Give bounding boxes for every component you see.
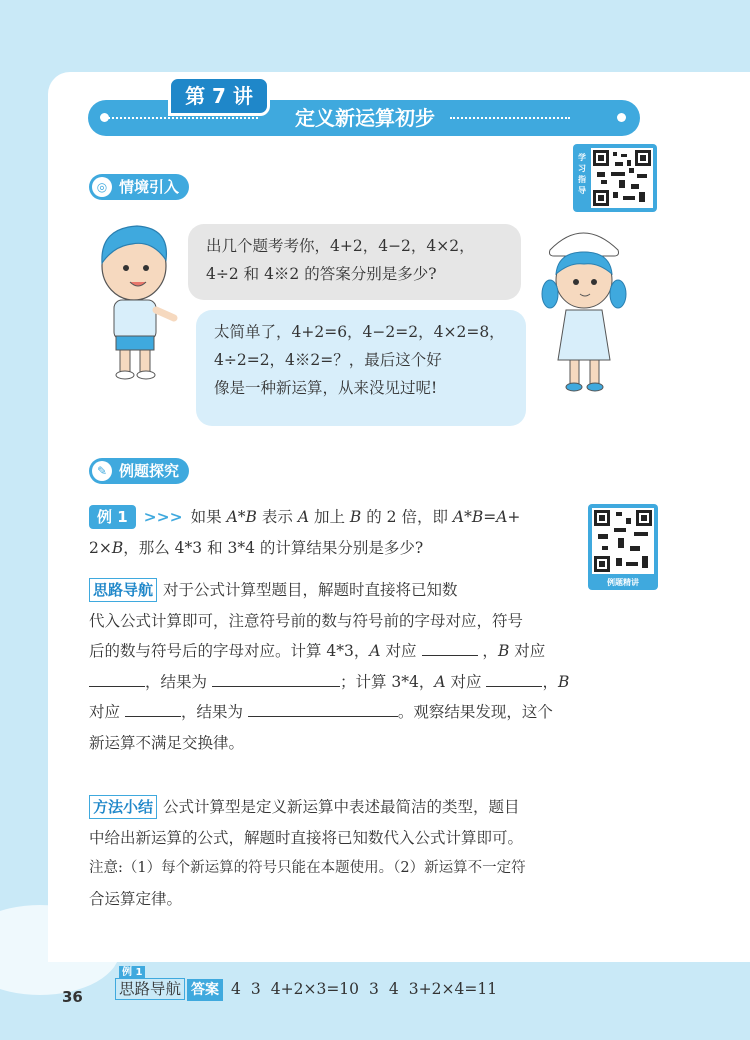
answer-tag: 答案	[187, 979, 223, 1001]
text-run: 如果	[190, 508, 222, 526]
math-var: B	[111, 538, 124, 557]
text-run: 后的数与符号后的字母对应。计算 4*3，	[89, 642, 370, 660]
answer-line-2: 4÷2=2，4※2=？，最后这个好	[214, 351, 442, 369]
answer-speech-bubble	[196, 310, 526, 426]
answer-blank[interactable]	[422, 639, 478, 656]
guide-line-2: 代入公式计算即可，注意符号前的数与符号前的字母对应，符号	[89, 611, 524, 630]
footer-guide-label	[115, 967, 185, 1000]
answer-value: 3	[250, 980, 261, 998]
footer-label-text: 思路导航	[119, 980, 182, 998]
math-var: B	[557, 672, 570, 691]
example-1-question	[89, 502, 584, 563]
example-1-tag: 例 1	[89, 505, 136, 529]
text-run: 加上	[313, 508, 345, 526]
triple-chevron-icon: >>>	[143, 508, 183, 526]
title-dotted-line-left	[108, 117, 258, 119]
math-var: A*B=A+	[452, 508, 521, 526]
guide-label: 思路导航	[89, 578, 157, 602]
footer-answer-key	[115, 967, 507, 1001]
text-run: ，	[542, 672, 558, 691]
text-run: 对于公式计算型题目，解题时直接将已知数	[163, 581, 458, 599]
math-var: A	[297, 508, 310, 526]
text-run: 2×	[89, 538, 112, 557]
boy-illustration-icon	[92, 218, 184, 382]
text-run: ；计算 3*4，	[339, 672, 435, 691]
answer-value: 3+2×4=11	[408, 980, 498, 998]
text-run: 公式计算型是定义新运算中表述最简洁的类型，题目	[163, 798, 520, 816]
qr-example-label: 例题精讲	[607, 578, 639, 587]
text-run: 对应	[514, 642, 546, 660]
math-var: A	[369, 642, 381, 660]
math-var: B	[349, 508, 362, 526]
guide-paragraph: 思路导航 对于公式计算型题目，解题时直接将已知数 代入公式计算即可，注意符号前的数与符号前的字母对应，符号 后的数与符号后的字母对应。计算 4*3，A 对应 ，B 对应 ，结果为 ；计算 3*4，A 对应 ，B 对应 ，结果为 。观察结果发现，这个 新运算不满足交换律。	[89, 575, 649, 758]
question-speech-bubble	[188, 224, 521, 300]
answer-line-1: 太简单了，4+2=6，4−2=2，4×2=8，	[214, 323, 505, 341]
text-run: ，结果为	[180, 703, 243, 721]
section-header-intro	[89, 174, 189, 200]
lecture-number-tag: 第 7 讲	[168, 76, 270, 116]
text-run: 表示	[261, 508, 293, 526]
math-var: B	[497, 642, 510, 660]
summary-label: 方法小结	[89, 795, 157, 819]
footer-answer-values	[231, 980, 507, 998]
answer-value: 4	[231, 980, 241, 998]
summary-line-3: 注意:（1）每个新运算的符号只能在本题使用。（2）新运算不一定符	[89, 860, 526, 876]
answer-blank[interactable]	[486, 670, 542, 687]
summary-line-4: 合运算定律。	[89, 889, 183, 908]
qr-pattern	[592, 508, 654, 574]
page-number: 36	[62, 988, 83, 1006]
answer-blank[interactable]	[212, 670, 340, 687]
text-run: ，那么 4*3 和 3*4 的计算结果分别是多少?	[123, 538, 424, 557]
answer-blank[interactable]	[125, 700, 181, 717]
answer-value: 4+2×3=10	[270, 980, 360, 998]
text-run: 对应	[89, 703, 121, 721]
question-line-2: 4÷2 和 4※2 的答案分别是多少?	[206, 265, 437, 283]
summary-line-2: 中给出新运算的公式，解题时直接将已知数代入公式计算即可。	[89, 828, 524, 847]
section-header-examples	[89, 458, 189, 484]
text-run: 。观察结果发现，这个	[397, 703, 553, 721]
section-title-intro: 情境引入	[119, 178, 180, 196]
footer-example-tag: 例 1	[119, 966, 145, 979]
answer-line-3: 像是一种新运算，从来没见过呢!	[214, 379, 438, 397]
qr-study-guide-label: 学习指导	[578, 153, 586, 195]
text-run: ，结果为	[145, 672, 208, 691]
girl-illustration-icon	[538, 222, 628, 398]
text-run: 对应	[385, 642, 417, 660]
answer-value: 4	[388, 980, 399, 998]
title-dot-right	[617, 113, 626, 122]
text-run: 对应	[450, 672, 482, 691]
summary-paragraph	[89, 792, 649, 914]
qr-code-study-guide[interactable]	[573, 144, 657, 212]
math-var: A	[434, 672, 446, 691]
qr-pattern	[591, 148, 653, 208]
answer-value: 3	[369, 980, 379, 998]
text-run: 的 2 倍，即	[366, 508, 448, 526]
answer-blank[interactable]	[89, 670, 145, 687]
answer-blank[interactable]	[248, 700, 398, 717]
target-icon: ◎	[92, 177, 112, 197]
math-var: A*B	[226, 508, 257, 526]
guide-line-6: 新运算不满足交换律。	[89, 733, 245, 752]
pencil-icon: ✎	[92, 461, 112, 481]
question-line-1: 出几个题考考你，4+2，4−2，4×2，	[206, 237, 475, 255]
lecture-title: 定义新运算初步	[295, 106, 435, 130]
section-title-examples: 例题探究	[119, 462, 180, 480]
